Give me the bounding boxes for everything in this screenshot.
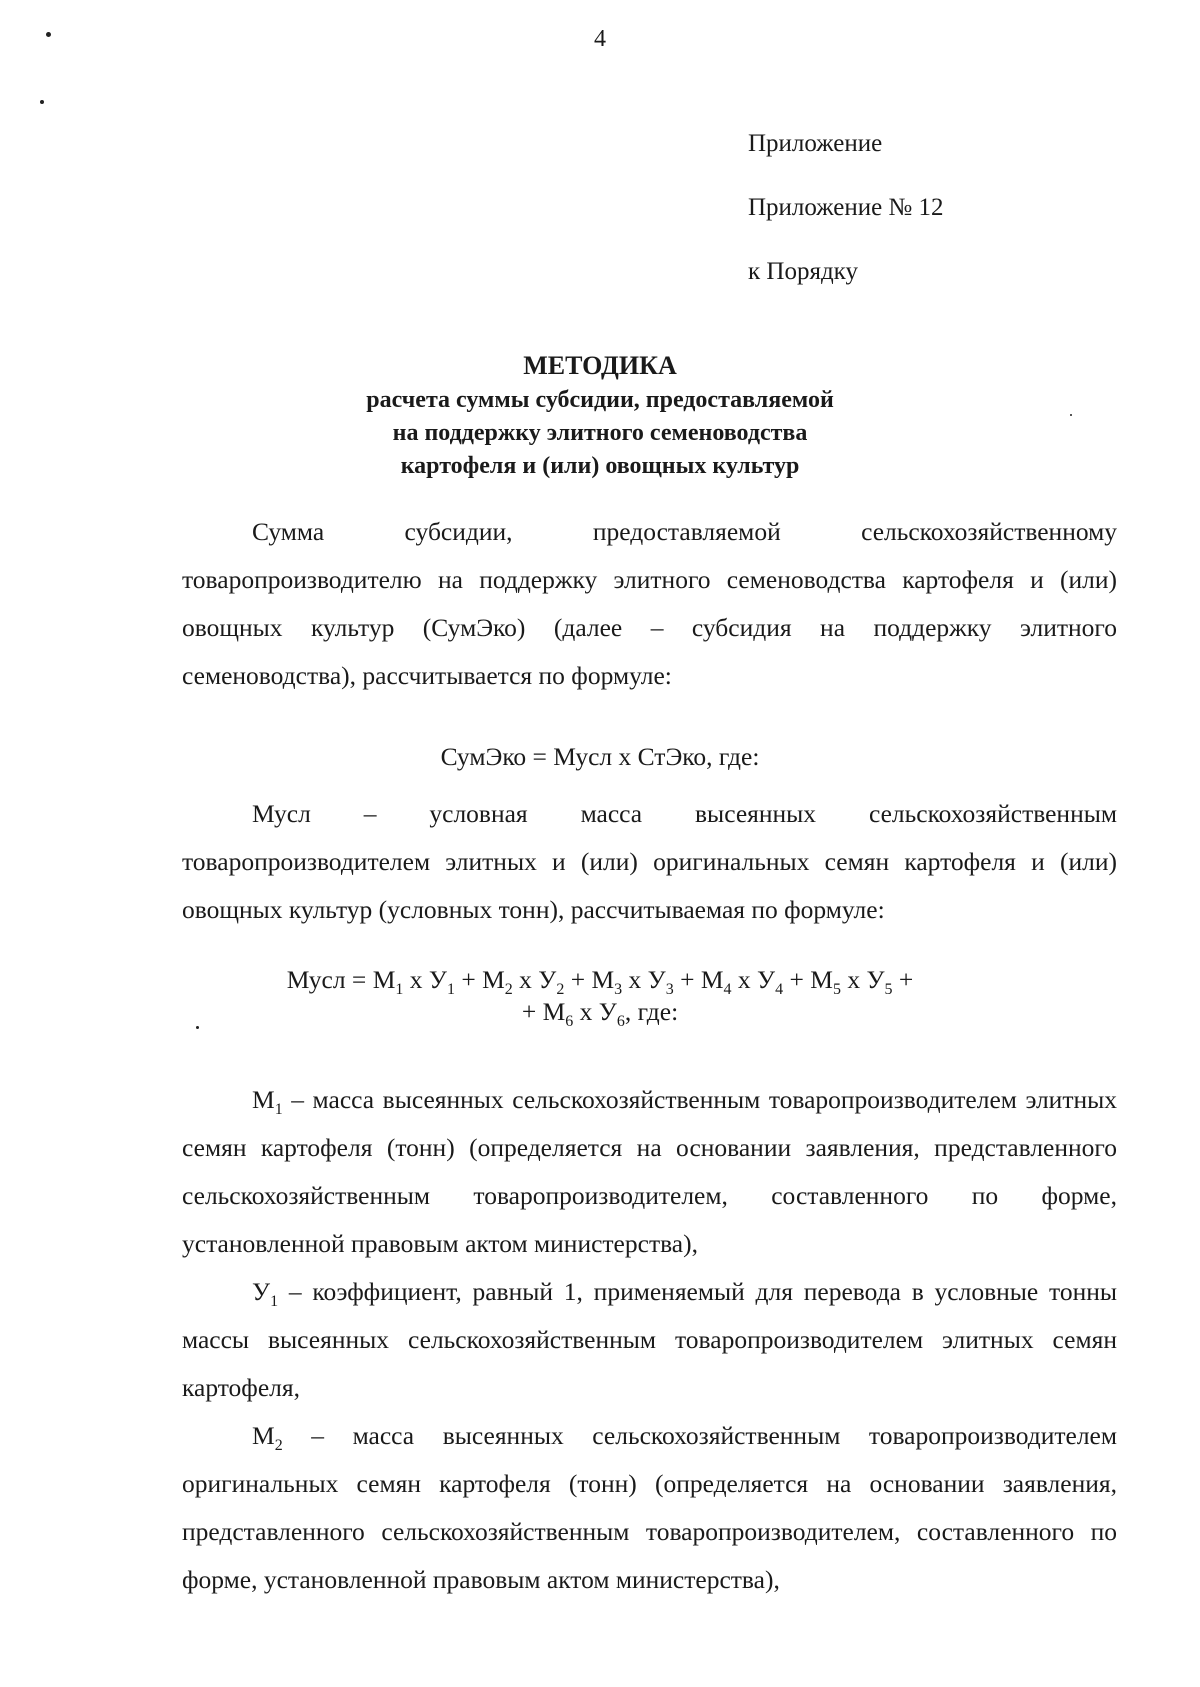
document-title xyxy=(0,350,1200,483)
formula-musl xyxy=(0,964,1200,1031)
title-line-3: картофеля и (или) овощных культур xyxy=(400,453,800,479)
musl-definition: Мусл – условная масса высеянных сельскохозяйственным товаропроизводителем элитных и (или) оригинальных семян картофеля и (или) овощных культур (условных тонн), рассчитываемая по формуле: xyxy=(182,799,1117,924)
scan-speck xyxy=(46,32,51,37)
title-main: МЕТОДИКА xyxy=(523,351,677,380)
y1-definition: $У_1$ – коэффициент, равный 1, применяемый для перевода в условные тонны массы высеянных сельскохозяйственным товаропроизводителем элитных семян картофеля, xyxy=(182,1277,1117,1402)
intro-paragraph-block xyxy=(182,508,1117,700)
title-line-2: на поддержку элитного семеноводства xyxy=(392,420,808,446)
title-line-1: расчета суммы субсидии, предоставляемой xyxy=(366,387,834,413)
scan-speck xyxy=(196,1026,199,1029)
definitions-block xyxy=(182,1076,1117,1604)
annex-line-1: Приложение xyxy=(748,130,883,157)
m2-definition: $М_2$ – масса высеянных сельскохозяйственным товаропроизводителем оригинальных семян картофеля (тонн) (определяется на основании заявления, представленного сельскохозяйственным товаропроизводителем, составленного по форме, установленной правовым актом министерства), xyxy=(182,1421,1117,1594)
musl-definition-block xyxy=(182,790,1117,934)
formula-musl-line-2: + $М_6$ х $У_6$, где: xyxy=(521,997,679,1031)
formula-musl-line-1: Мусл = $М_1$ х $У_1 + М_2$ х $У_2 + М_3$ х $У_3 + М_4$ х $У_4 + М_5$ х $У_5$ + xyxy=(286,965,914,999)
annex-line-2: Приложение № 12 xyxy=(748,194,944,221)
formula-sumeko: СумЭко = Мусл х СтЭко, где: xyxy=(440,742,760,771)
page-number: 4 xyxy=(594,26,606,52)
annex-header xyxy=(748,112,944,304)
scan-speck xyxy=(40,100,44,104)
scan-speck xyxy=(1070,414,1072,416)
intro-paragraph: Сумма субсидии, предоставляемой сельскохозяйственному товаропроизводителю на поддержку элитного семеноводства картофеля и (или) овощных культур (СумЭко) (далее – субсидия на поддержку элитного семеноводства), рассчитывается по формуле: xyxy=(182,517,1117,690)
annex-line-3: к Порядку xyxy=(748,258,858,285)
m1-definition: $М_1$ – масса высеянных сельскохозяйственным товаропроизводителем элитных семян картофеля (тонн) (определяется на основании заявления, представленного сельскохозяйственным товаропроизводителем, составленного по форме, установленной правовым актом министерства), xyxy=(182,1085,1117,1258)
